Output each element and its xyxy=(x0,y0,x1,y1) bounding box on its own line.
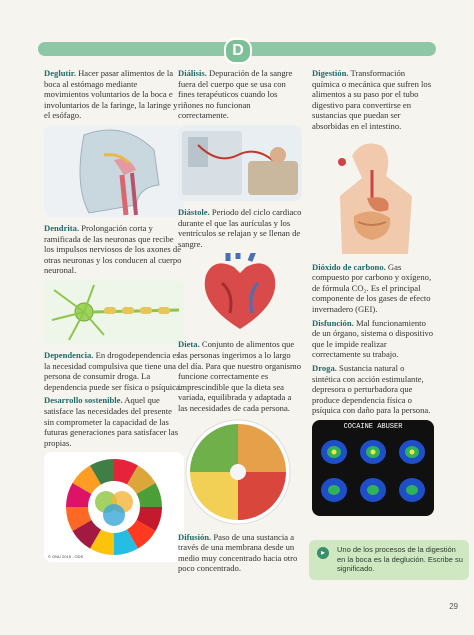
cocaine-abuser-label: COCAINE ABUSER xyxy=(343,422,403,431)
digestive-system-image xyxy=(312,136,434,256)
entry-dialisis: Diálisis. Depuración de la sangre fuera del cuerpo que se usa con fines terapéuticos cuando los riñones no funcionan correctamente. xyxy=(178,68,293,121)
column-3 xyxy=(312,68,434,522)
entry-deglutir: Deglutir. Hacer pasar alimentos de la boca al estómago mediante movimientos voluntarios de la boca e involuntarios de la faringe, la laringe y el esófago. xyxy=(44,68,178,121)
heart-image xyxy=(178,253,302,333)
sdg-caption: © ONU 2015 - ODS xyxy=(48,554,84,560)
activity-box xyxy=(309,540,469,580)
column-2 xyxy=(178,68,302,577)
section-letter: D xyxy=(224,38,252,64)
page-number: 29 xyxy=(449,602,458,611)
sdg-wheel-image xyxy=(44,452,184,562)
entry-desarrollo-sostenible: Desarrollo sostenible. Aquel que satisface las necesidades del presente sin comprometer la capacidad de las futuras generaciones para satisfacer las propias. xyxy=(44,395,179,448)
entry-disfuncion: Disfunción. Mal funcionamiento de un órgano, sistema o dispositivo que le impide realizar correctamente su trabajo. xyxy=(312,317,434,360)
brain-scan-image xyxy=(312,420,434,516)
neuron-image xyxy=(44,280,184,344)
food-plate-image xyxy=(178,418,302,526)
entry-dependencia: Dependencia. En drogodependencia es la necesidad compulsiva que tiene una persona de consumir droga. La dependencia puede ser física o psíquica. xyxy=(44,349,182,392)
entry-dioxido-de-carbono: Dióxido de carbono. Gas compuesto por carbono y oxígeno, de fórmula CO₂. Es el principal componente de los gases de efecto invernadero (GEI). xyxy=(312,261,432,314)
entry-diastole: Diástole. Periodo del ciclo cardiaco durante el que las aurículas y los ventrículos se relajan y se llenan de sangre. xyxy=(178,206,302,249)
entry-dieta: Dieta. Conjunto de alimentos que las personas ingerimos a lo largo del día. Para que nuestro organismo funcione correctamente es imprescindible que la dieta sea variada, equilibrada y adaptada a las necesidades de cada persona. xyxy=(178,339,301,413)
entry-digestion: Digestión. Transformación química o mecánica que sufren los alimentos a su paso por el tubo digestivo para convertirse en sustancias que puedan ser absorbidas en el intestino. xyxy=(312,68,432,131)
column-1 xyxy=(44,68,184,568)
chevron-right-icon: ▸ xyxy=(317,547,329,559)
entry-dendrita: Dendrita. Prolongación corta y ramificada de las neuronas que recibe los impulsos nerviosos de los axones de otras neuronas y los conducen al cuerpo neuronal. xyxy=(44,222,182,276)
throat-anatomy-image xyxy=(44,125,184,217)
entry-difusion: Difusión. Paso de una sustancia a través de una membrana desde un medio muy concentrado hacia otro poco concentrado. xyxy=(178,531,298,574)
dialysis-image xyxy=(178,125,302,201)
activity-text: Uno de los procesos de la digestión en la boca es la deglución. Escribe su significado. xyxy=(337,545,463,573)
entry-droga: Droga. Sustancia natural o sintética con acción estimulante, depresora o perturbadora que produce dependencia física o psíquica con daño para la persona. xyxy=(312,362,431,416)
